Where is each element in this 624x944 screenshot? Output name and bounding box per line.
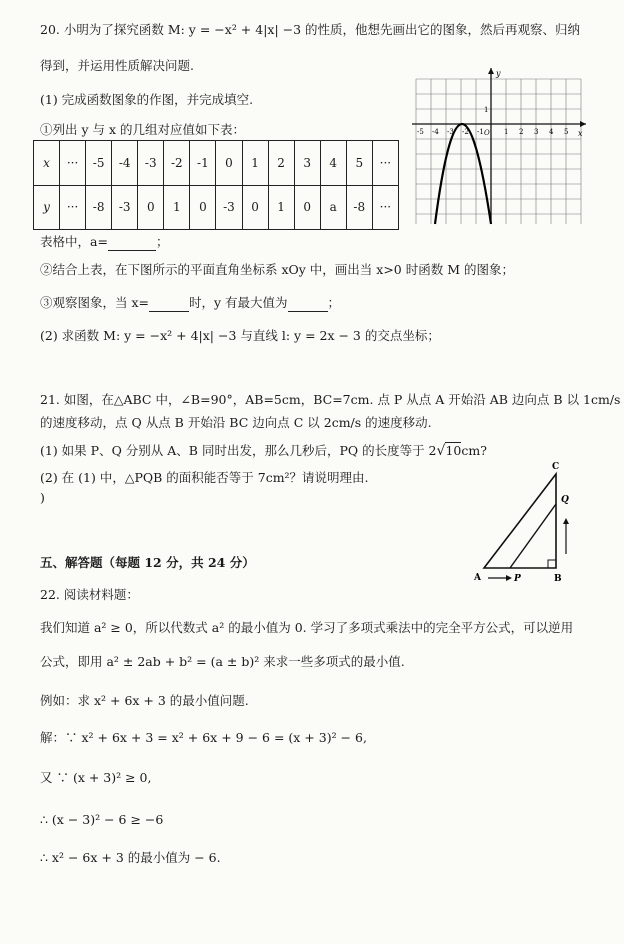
tick-label: -2 bbox=[462, 128, 469, 136]
q21-line1: 21. 如图，在△ABC 中，∠B=90°，AB=5cm，BC=7cm. 点 P 从点 A 开始沿 AB 边向点 B 以 1cm/s bbox=[40, 392, 621, 407]
table-cell: -1 bbox=[190, 141, 216, 186]
tick-label: -3 bbox=[447, 128, 454, 136]
punctuation: ； bbox=[155, 234, 169, 249]
vertex-a-label: A bbox=[474, 573, 481, 583]
table-cell: ··· bbox=[60, 141, 86, 186]
q20-step2: ②结合上表，在下图所示的平面直角坐标系 xOy 中，画出当 x>0 时函数 M 的图象； bbox=[40, 262, 514, 277]
table-cell: 0 bbox=[138, 185, 164, 230]
table-cell: -2 bbox=[164, 141, 190, 186]
vertex-c-label: C bbox=[552, 462, 560, 472]
tick-label: 5 bbox=[564, 128, 569, 136]
y-axis-label: y bbox=[496, 69, 501, 78]
q20-line2: 得到，并运用性质解决问题. bbox=[40, 58, 194, 73]
q20-step3-line bbox=[40, 295, 340, 312]
table-cell: 1 bbox=[268, 185, 294, 230]
table-cell: 0 bbox=[294, 185, 320, 230]
sqrt-sign: √ bbox=[436, 443, 446, 459]
tick-label: -5 bbox=[417, 128, 424, 136]
q21-part1-unit: cm? bbox=[461, 443, 487, 458]
table-cell: 5 bbox=[346, 141, 372, 186]
table-cell: -3 bbox=[138, 141, 164, 186]
answer-blank bbox=[149, 295, 189, 312]
q21-part2: (2) 在 (1) 中，△PQB 的面积能否等于 7cm²？请说明理由. bbox=[40, 470, 369, 485]
punctuation: ； bbox=[327, 295, 341, 310]
step3-text-a: ③观察图象，当 x= bbox=[40, 295, 149, 310]
step3-text-b: 时，y 有最大值为 bbox=[189, 295, 288, 310]
q22-solution-4: ∴ x² − 6x + 3 的最小值为 − 6. bbox=[40, 850, 221, 865]
point-q-label: Q bbox=[561, 495, 569, 505]
table-cell: -5 bbox=[86, 141, 112, 186]
table-cell: 2 bbox=[268, 141, 294, 186]
table-row-x bbox=[34, 141, 399, 186]
table-cell: -8 bbox=[346, 185, 372, 230]
tick-label: 4 bbox=[549, 128, 554, 136]
sqrt-radicand: 10 bbox=[445, 443, 462, 458]
tick-label: 1 bbox=[484, 106, 489, 114]
point-p-label: P bbox=[514, 574, 521, 584]
table-cell: 0 bbox=[242, 185, 268, 230]
table-cell: -3 bbox=[112, 185, 138, 230]
table-cell: 3 bbox=[294, 141, 320, 186]
section-heading: 五、解答题（每题 12 分，共 24 分） bbox=[40, 555, 255, 570]
table-cell: y bbox=[34, 185, 60, 230]
arrow-ap-head bbox=[506, 575, 512, 581]
stray-mark: ) bbox=[40, 490, 45, 505]
origin-label: O bbox=[484, 129, 490, 137]
table-cell: ··· bbox=[60, 185, 86, 230]
tick-label: -1 bbox=[477, 128, 484, 136]
table-cell: 4 bbox=[320, 141, 346, 186]
table-cell: 1 bbox=[164, 185, 190, 230]
tick-label: -4 bbox=[432, 128, 439, 136]
q22-paragraph2: 公式，即用 a² ± 2ab + b² = (a ± b)² 来求一些多项式的最小值. bbox=[40, 654, 405, 669]
table-cell: -3 bbox=[216, 185, 242, 230]
table-cell: -4 bbox=[112, 141, 138, 186]
table-fill-line bbox=[40, 234, 168, 251]
table-cell: a bbox=[320, 185, 346, 230]
q22-solution-1: 解：∵ x² + 6x + 3 = x² + 6x + 9 − 6 = (x + 3)² − 6, bbox=[40, 730, 367, 745]
coordinate-graph bbox=[410, 66, 588, 226]
table-row-y bbox=[34, 185, 399, 230]
table-cell: -8 bbox=[86, 185, 112, 230]
arrow-bq-head bbox=[563, 518, 569, 524]
table-fill-label: 表格中，a= bbox=[40, 234, 108, 249]
q20-line1: 20. 小明为了探究函数 M: y = −x² + 4|x| −3 的性质，他想先画出它的图象，然后再观察、归纳 bbox=[40, 22, 581, 37]
x-axis-label: x bbox=[578, 129, 583, 138]
q22-solution-2: 又 ∵ (x + 3)² ≥ 0, bbox=[40, 770, 152, 785]
q20-step1: ①列出 y 与 x 的几组对应值如下表： bbox=[40, 122, 246, 137]
x-axis-arrow bbox=[580, 121, 586, 127]
q22-example: 例如：求 x² + 6x + 3 的最小值问题. bbox=[40, 693, 249, 708]
table-cell: 1 bbox=[242, 141, 268, 186]
q22-paragraph1: 我们知道 a² ≥ 0，所以代数式 a² 的最小值为 0. 学习了多项式乘法中的完全平方公式，可以逆用 bbox=[40, 620, 574, 635]
q21-part1-text: (1) 如果 P、Q 分别从 A、B 同时出发，那么几秒后，PQ 的长度等于 2 bbox=[40, 443, 437, 458]
q21-part1 bbox=[40, 443, 487, 459]
table-cell: 0 bbox=[216, 141, 242, 186]
q20-part2: (2) 求函数 M: y = −x² + 4|x| −3 与直线 l: y = 2x − 3 的交点坐标； bbox=[40, 328, 440, 343]
vertex-b-label: B bbox=[554, 574, 562, 584]
triangle-figure bbox=[470, 458, 580, 586]
y-axis-arrow bbox=[488, 68, 494, 74]
table-cell: 0 bbox=[190, 185, 216, 230]
tick-label: 3 bbox=[534, 128, 539, 136]
segment-pq bbox=[510, 504, 556, 568]
table-cell: ··· bbox=[372, 185, 398, 230]
q20-part1: (1) 完成函数图象的作图，并完成填空. bbox=[40, 92, 254, 107]
answer-blank bbox=[108, 234, 156, 251]
table-cell: ··· bbox=[372, 141, 398, 186]
tick-label: 2 bbox=[519, 128, 524, 136]
answer-blank bbox=[288, 295, 328, 312]
q21-line2: 的速度移动，点 Q 从点 B 开始沿 BC 边向点 C 以 2cm/s 的速度移动. bbox=[40, 415, 432, 430]
right-angle-mark bbox=[548, 560, 556, 568]
table-cell: x bbox=[34, 141, 60, 186]
value-table bbox=[33, 140, 399, 230]
q22-solution-3: ∴ (x − 3)² − 6 ≥ −6 bbox=[40, 812, 164, 827]
q22-title: 22. 阅读材料题： bbox=[40, 587, 139, 602]
tick-label: 1 bbox=[504, 128, 509, 136]
